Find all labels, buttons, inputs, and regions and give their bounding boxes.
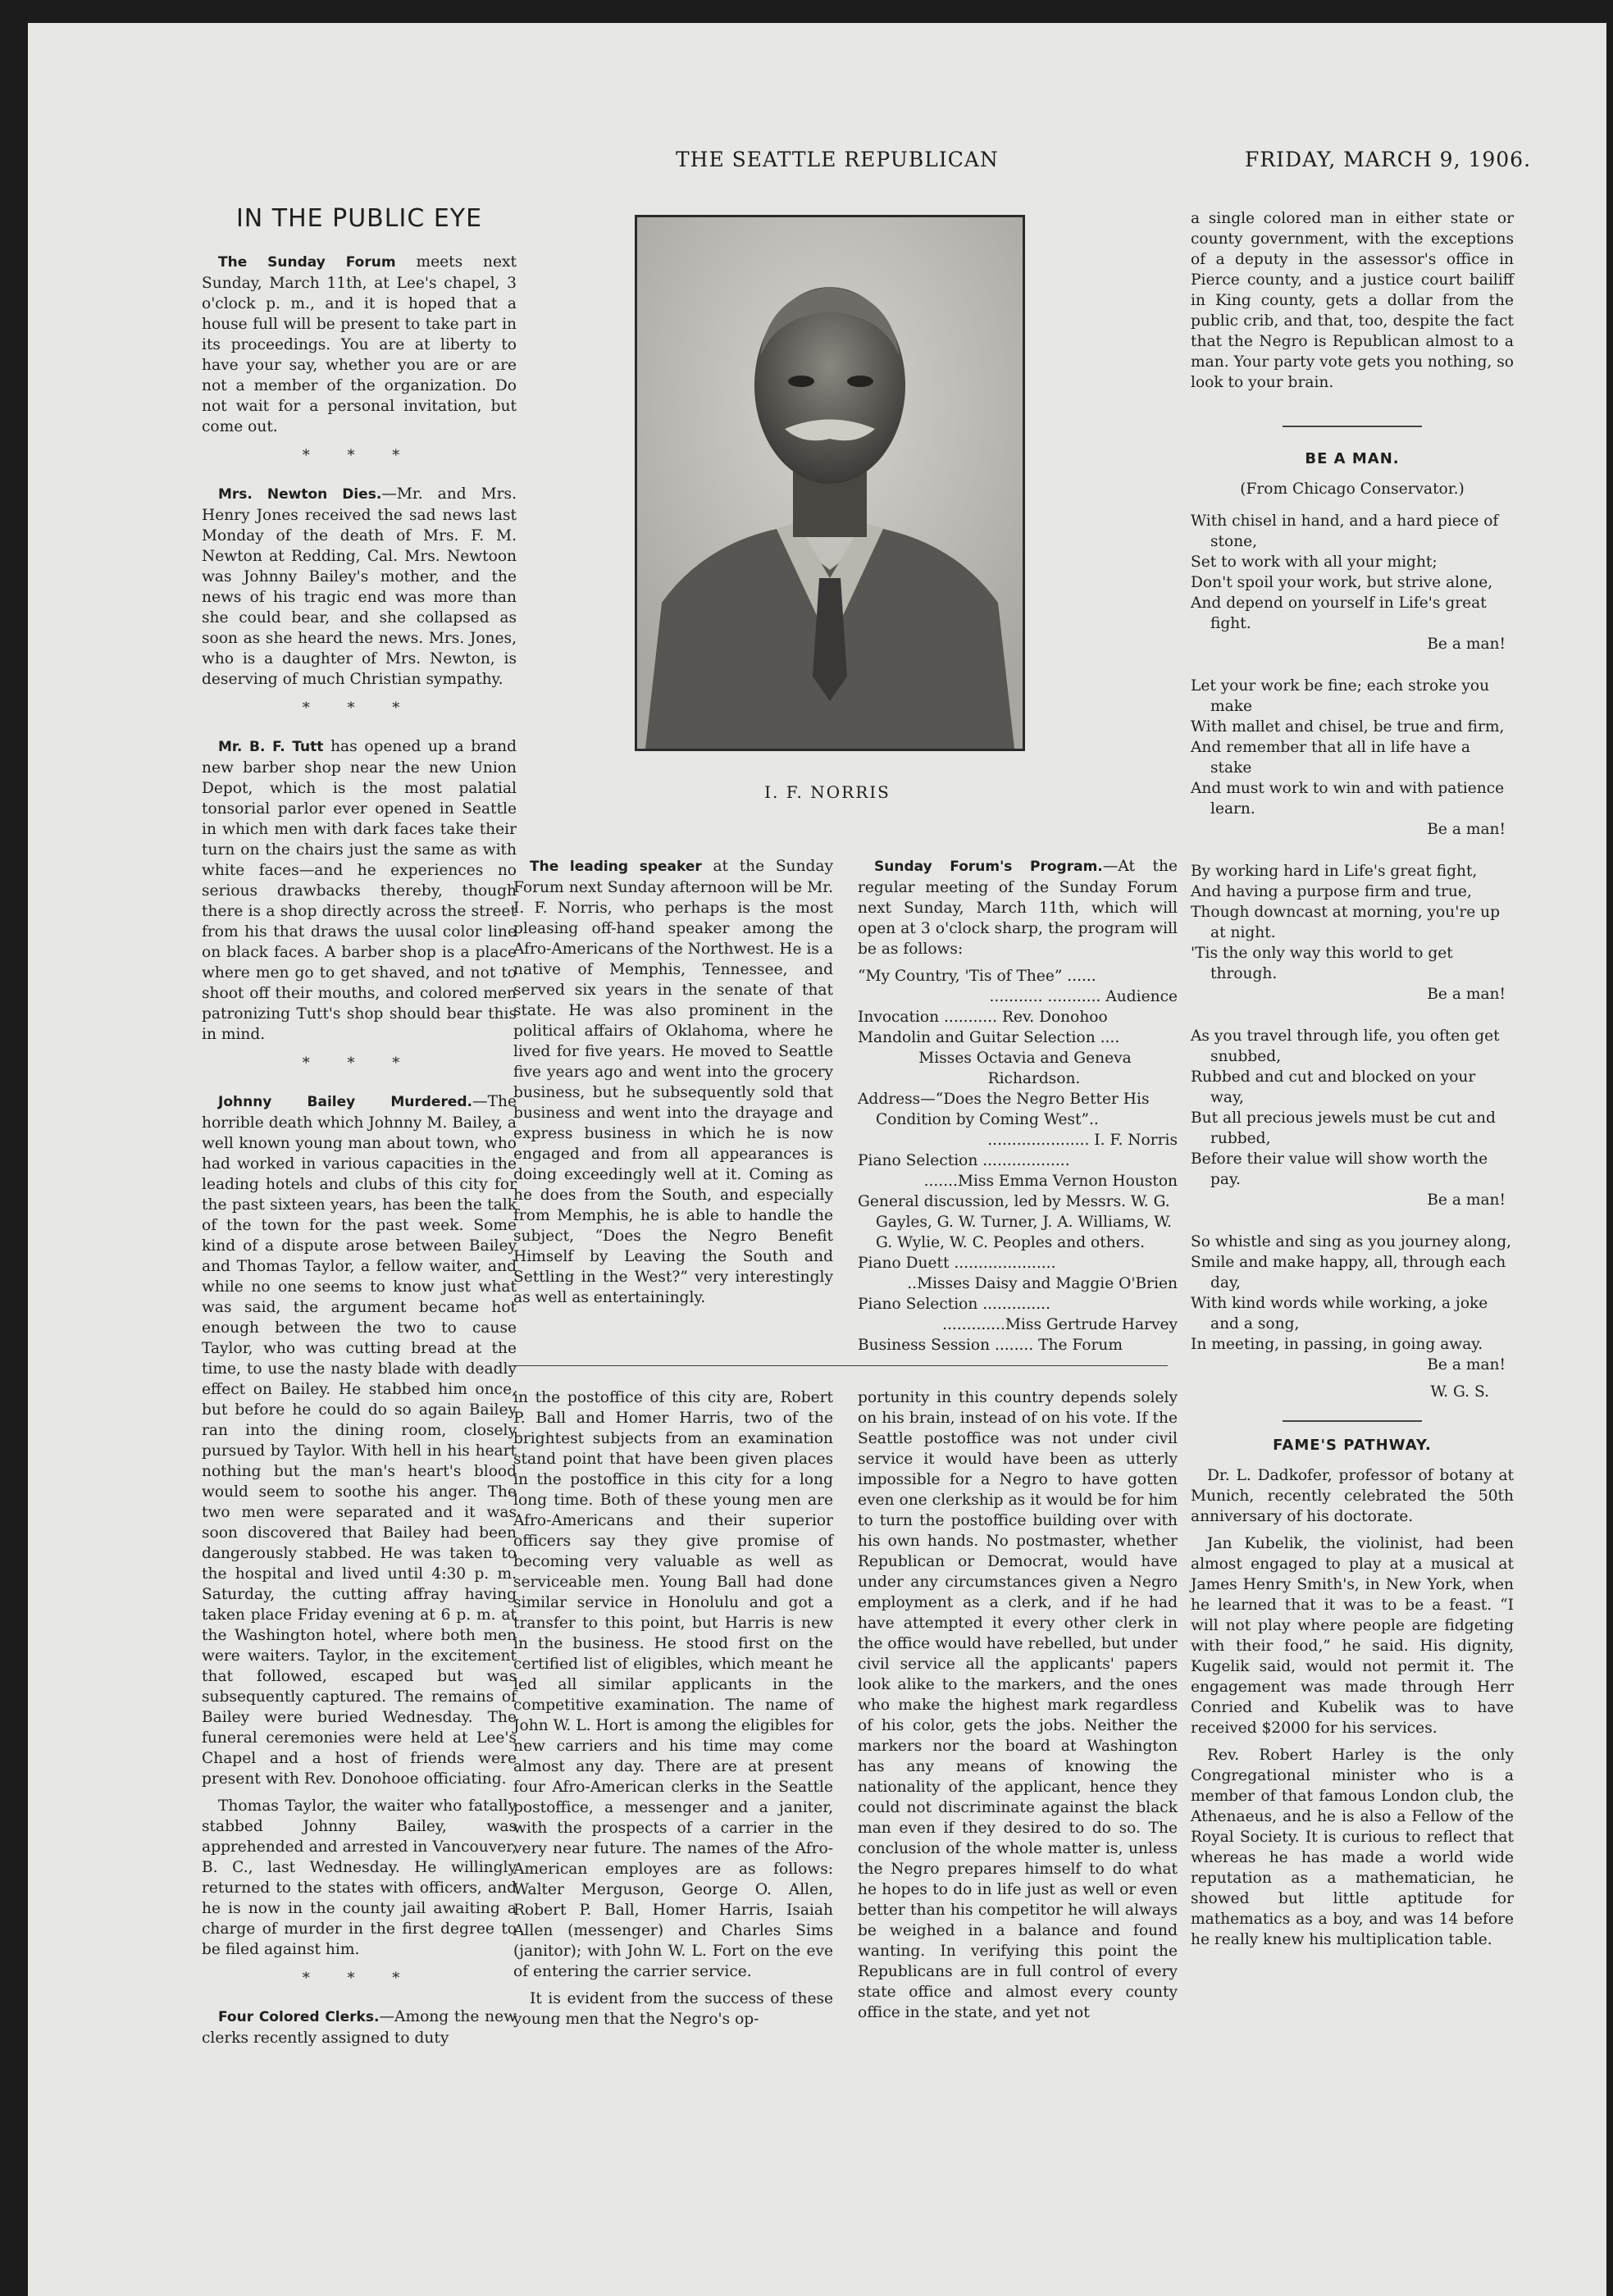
poem-refrain: Be a man! [1427,986,1506,1003]
program-line: .......Miss Emma Vernon Houston [923,1173,1178,1190]
program-line: Piano Selection .................. [858,1152,1070,1169]
poem-line: Set to work with all your might; [1191,554,1438,571]
right-column [1191,208,1514,1957]
poem-stanza [1191,861,1514,1004]
section-divider [512,1365,1168,1366]
body-text: —Among the new clerks recently assigned to duty [202,2008,517,2047]
poem-line: But all precious jewels must be cut and rubbed, [1191,1109,1496,1147]
poem-line: Rubbed and cut and blocked on your way, [1191,1068,1476,1106]
fame-paragraph: Dr. L. Dadkofer, professor of botany at Munich, recently celebrated the 50th anniversary of his doctorate. [1191,1467,1514,1525]
poem-line: Before their value will show worth the pay. [1191,1150,1488,1188]
poem-author: W. G. S. [1430,1383,1489,1401]
newspaper-page [28,23,1606,2296]
poem-line: In meeting, in passing, in going away. [1191,1336,1483,1353]
separator-stars: * * * [302,447,417,464]
body-text: meets next Sunday, March 11th, at Lee's chapel, 3 o'clock p. m., and it is hoped that a house full will be present to take part in its proceedings. You are at liberty to have your say, whether you are or are not a member of the organization. Do not wait for a personal invitation, but come out. [202,253,517,435]
portrait-photo [635,215,1025,751]
poem-line: And remember that all in life have a stake [1191,739,1470,777]
rule-divider [1283,1420,1422,1422]
masthead-title: THE SEATTLE REPUBLICAN [676,148,999,171]
poem-stanza [1191,1232,1514,1375]
clerks-continued-col2 [513,1387,833,2036]
poem-line: And having a purpose firm and true, [1191,883,1472,900]
leading-speaker-paragraph [513,856,833,1308]
fame-title: FAME'S PATHWAY. [1273,1437,1432,1454]
program-line: Business Session ........ The Forum [858,1337,1123,1354]
poem-line: Smile and make happy, all, through each day, [1191,1254,1506,1292]
kicker: Four Colored Clerks. [218,2009,380,2025]
public-eye-title: IN THE PUBLIC EYE [235,204,483,233]
item-sunday-forum [202,252,517,437]
leading-speaker-article [513,856,833,1314]
poem-title: BE A MAN. [1305,450,1400,467]
separator-stars: * * * [302,1055,417,1072]
kicker: Mrs. Newton Dies. [218,486,382,503]
item-bailey-cont: Thomas Taylor, the waiter who fatally stabbed Johnny Bailey, was apprehended and arrested in Vancouver, B. C., last Wednesday. He willingly returned to the states with officers, and he is now in the county jail awaiting a charge of murder in the first degree to be filed against him. [202,1797,517,1958]
program-line: ..Misses Daisy and Maggie O'Brien [907,1275,1178,1292]
public-eye-column [202,204,517,2055]
poem-line: With mallet and chisel, be true and firm, [1191,718,1505,736]
poem-stanza [1191,1026,1514,1210]
program-line: .............Miss Gertrude Harvey [942,1316,1178,1333]
masthead-date: FRIDAY, MARCH 9, 1906. [1245,148,1532,171]
program-line: ........... ........... Audience [989,988,1178,1005]
program-line: Piano Selection .............. [858,1296,1050,1313]
poem-line: Don't spoil your work, but strive alone, [1191,574,1493,591]
kicker: The leading speaker [530,859,702,875]
kicker: Sunday Forum's Program. [874,859,1103,875]
poem-source: (From Chicago Conservator.) [1240,481,1465,498]
item-mrs-newton [202,484,517,690]
poem-stanza [1191,511,1514,654]
program-line: General discussion, led by Messrs. W. G. Gayles, G. W. Turner, J. A. Williams, W. G. Wylie, W. C. Peoples and others. [858,1193,1172,1251]
kicker: Mr. B. F. Tutt [218,739,324,755]
program-line: Piano Duett ..................... [858,1255,1056,1272]
separator-stars: * * * [302,1970,417,1987]
poem-line: And depend on yourself in Life's great fight. [1191,594,1487,632]
poem-refrain: Be a man! [1427,636,1506,653]
poem-body [1191,511,1514,1402]
poem-refrain: Be a man! [1427,1191,1506,1209]
program-line: Address—“Does the Negro Better His Condition by Coming West”.. [858,1091,1150,1128]
clerks-continued-col3 [858,1387,1178,2029]
kicker: Johnny Bailey Murdered. [218,1094,473,1110]
item-four-clerks [202,2007,517,2048]
forum-program [858,856,1178,1355]
program-line: ..................... I. F. Norris [987,1132,1178,1149]
body-text: —At the regular meeting of the Sunday Forum next Sunday, March 11th, which will open at 3 o'clock sharp, the program will be as follows: [858,858,1178,958]
poem-stanza [1191,676,1514,840]
separator-stars: * * * [302,699,417,717]
body-text: —Mr. and Mrs. Henry Jones received the sad news last Monday of the death of Mrs. F. M. Newton at Redding, Cal. Mrs. Newtoon was Johnny Bailey's mother, and the news of his tragic end was more than she could bear, and she collapsed as soon as she heard the news. Mrs. Jones, who is a daughter of Mrs. Newton, is deserving of much Christian sympathy. [202,485,517,688]
clerks-paragraph: portunity in this country depends solely on his brain, instead of on his vote. If the Seattle postoffice was not under civil service it would have been as utterly impossible for a Negro to have gotten even one clerkship as it would be for him to turn the postoffice building over with his own hands. No postmaster, whether Republican or Democrat, would have under any circumstances given a Negro employment as a clerk, and if he had have attempted it every other clerk in the office would have rebelled, but under civil service all the applicants' papers look alike to the markers, and the ones who make the highest mark regardless of his color, gets the jobs. Neither the markers nor the board at Washington has any means of knowing the nationality of the applicant, hence they could not discriminate against the black man even if they desired to do so. The conclusion of the whole matter is, unless the Negro prepares himself to do what he hopes to do in life just as well or even better than his competitor he will always be weighed in a balance and found wanting. In verifying this point the Republicans are in full control of every state office and almost every county office in the state, and yet not [858,1389,1178,2021]
body-text: has opened up a brand new barber shop near the new Union Depot, which is the most palatial tonsorial parlor ever opened in Seattle in which men with dark faces take their turn on the chairs just the same as with white faces—and he experiences no serious drawbacks thereby, though there is a shop directly across the street from his that draws the uusal color line on black faces. A barber shop is a place where men go to get shaved, and not to shoot off their mouths, and colored men patronizing Tutt's shop should bear this in mind. [202,738,517,1043]
program-line: Mandolin and Guitar Selection .... [858,1029,1120,1046]
program-line: Misses Octavia and Geneva Richardson. [918,1050,1132,1087]
portrait-caption: I. F. NORRIS [764,782,891,802]
body-text: —The horrible death which Johnny M. Bailey, a well known young man about town, who had worked in various capacities in the leading hotels and clubs of this city for the past sixteen years, has been the talk of the town for the past week. Some kind of a dispute arose between Bailey and Thomas Taylor, a fellow waiter, and while no one seems to know just what was said, the argument became hot enough between the two to cause Taylor, who was cutting bread at the time, to use the nasty blade with deadly effect on Bailey. He stabbed him once, but before he could do so again Bailey ran into the dining room, closely pursued by Taylor. With hell in his heart nothing but the man's heart's blood would seem to soothe his anger. The two men were separated and it was soon discovered that Bailey had been dangerously stabbed. He was taken to the hospital and lived until 4:30 p. m. Saturday, the cutting affray having taken place Friday evening at 6 p. m. at the Washington hotel, where both men were waiters. Taylor, in the excitement that followed, escaped but was subsequently captured. The remains of Bailey were buried Wednesday. The funeral ceremonies were held at Lee's Chapel and a host of friends were present with Rev. Donohooe officiating. [202,1093,517,1788]
poem-line: Though downcast at morning, you're up at night. [1191,904,1501,941]
program-line: Invocation ........... Rev. Donohoo [858,1009,1108,1026]
poem-line: So whistle and sing as you journey along, [1191,1233,1512,1250]
program-intro [858,856,1178,959]
body-text: at the Sunday Forum next Sunday afternoon will be Mr. I. F. Norris, who perhaps is the most pleasing off-hand speaker among the Afro-Americans of the Northwest. He is a native of Memphis, Tennessee, and served six years in the senate of that state. He was also prominent in the political affairs of Oklahoma, where he lived for five years. He moved to Seattle five years ago and went into the grocery business, but he subsequently sold that business and went into the drayage and express business in which he is now engaged and from all appearances is doing exceedingly well at it. Coming as he does from the South, and especially from Memphis, he is able to handle the subject, “Does the Negro Benefit Himself by Leaving the South and Settling in the West?” very interestingly as well as entertainingly. [513,858,834,1306]
fame-paragraph: Rev. Robert Harley is the only Congregational minister who is a member of that famous London club, the Athenaeus, and he is also a Fellow of the Royal Society. It is curious to reflect that whereas he has made a world wide reputation as a mathematician, he showed but little aptitude for mathematics as a boy, and was 14 before he really knew his multiplication table. [1191,1747,1514,1948]
poem-line: By working hard in Life's great fight, [1191,863,1478,880]
clerks-paragraph: It is evident from the success of these young men that the Negro's op- [513,1990,833,2028]
kicker: The Sunday Forum [218,254,396,271]
poem-line: Let your work be fine; each stroke you make [1191,677,1490,715]
poem-refrain: Be a man! [1427,1356,1506,1374]
portrait-illustration [637,217,1023,749]
poem-line: As you travel through life, you often get snubbed, [1191,1027,1500,1065]
poem-line: 'Tis the only way this world to get through. [1191,945,1453,982]
poem-line: And must work to win and with patience learn. [1191,780,1505,818]
poem-line: With kind words while working, a joke and a song, [1191,1295,1488,1332]
clerks-paragraph: in the postoffice of this city are, Robert P. Ball and Homer Harris, two of the brightest subjects from an examination stand point that have been given places in the postoffice in this city for a long long time. Both of these young men are Afro-Americans and their superior officers say they give promise of becoming very valuable as well as serviceable men. Young Ball had done similar service in Honolulu and got a transfer to this point, but Harris is new in the business. He stood first on the certified list of eligibles, which meant he led all similar applicants in the competitive examination. The name of John W. L. Hort is among the eligibles for new carriers and his time may come almost any day. There are at present four Afro-American clerks in the Seattle postoffice, a messenger and a janiter, with the prospects of a carrier in the very near future. The names of the Afro-American employes are as follows: Walter Merguson, George O. Allen, Robert P. Ball, Homer Harris, Isaiah Allen (messenger) and Charles Sims (janitor); with John W. L. Fort on the eve of entering the carrier service. [513,1389,833,1980]
clerks-paragraph: a single colored man in either state or county government, with the exceptions of a deputy in the assessor's office in Pierce county, and a justice court bailiff in King county, gets a dollar from the public crib, and that, too, despite the fact that the Negro is Republican almost to a man. Your party vote gets you nothing, so look to your brain. [1191,210,1514,391]
item-bailey [202,1091,517,1789]
item-tutt [202,736,517,1045]
rule-divider [1283,426,1422,427]
fame-paragraph: Jan Kubelik, the violinist, had been almost engaged to play at a musical at James Henry Smith's, in New York, when he learned that it was to be a feast. “I will not play where people are fidgeting with their food,” he said. His dignity, Kugelik said, would not permit it. The engagement was made through Herr Conried and Kubelik was to have received $2000 for his services. [1191,1535,1514,1737]
poem-line: With chisel in hand, and a hard piece of stone, [1191,512,1499,550]
program-line: “My Country, 'Tis of Thee” ...... [858,968,1096,985]
poem-refrain: Be a man! [1427,821,1506,838]
